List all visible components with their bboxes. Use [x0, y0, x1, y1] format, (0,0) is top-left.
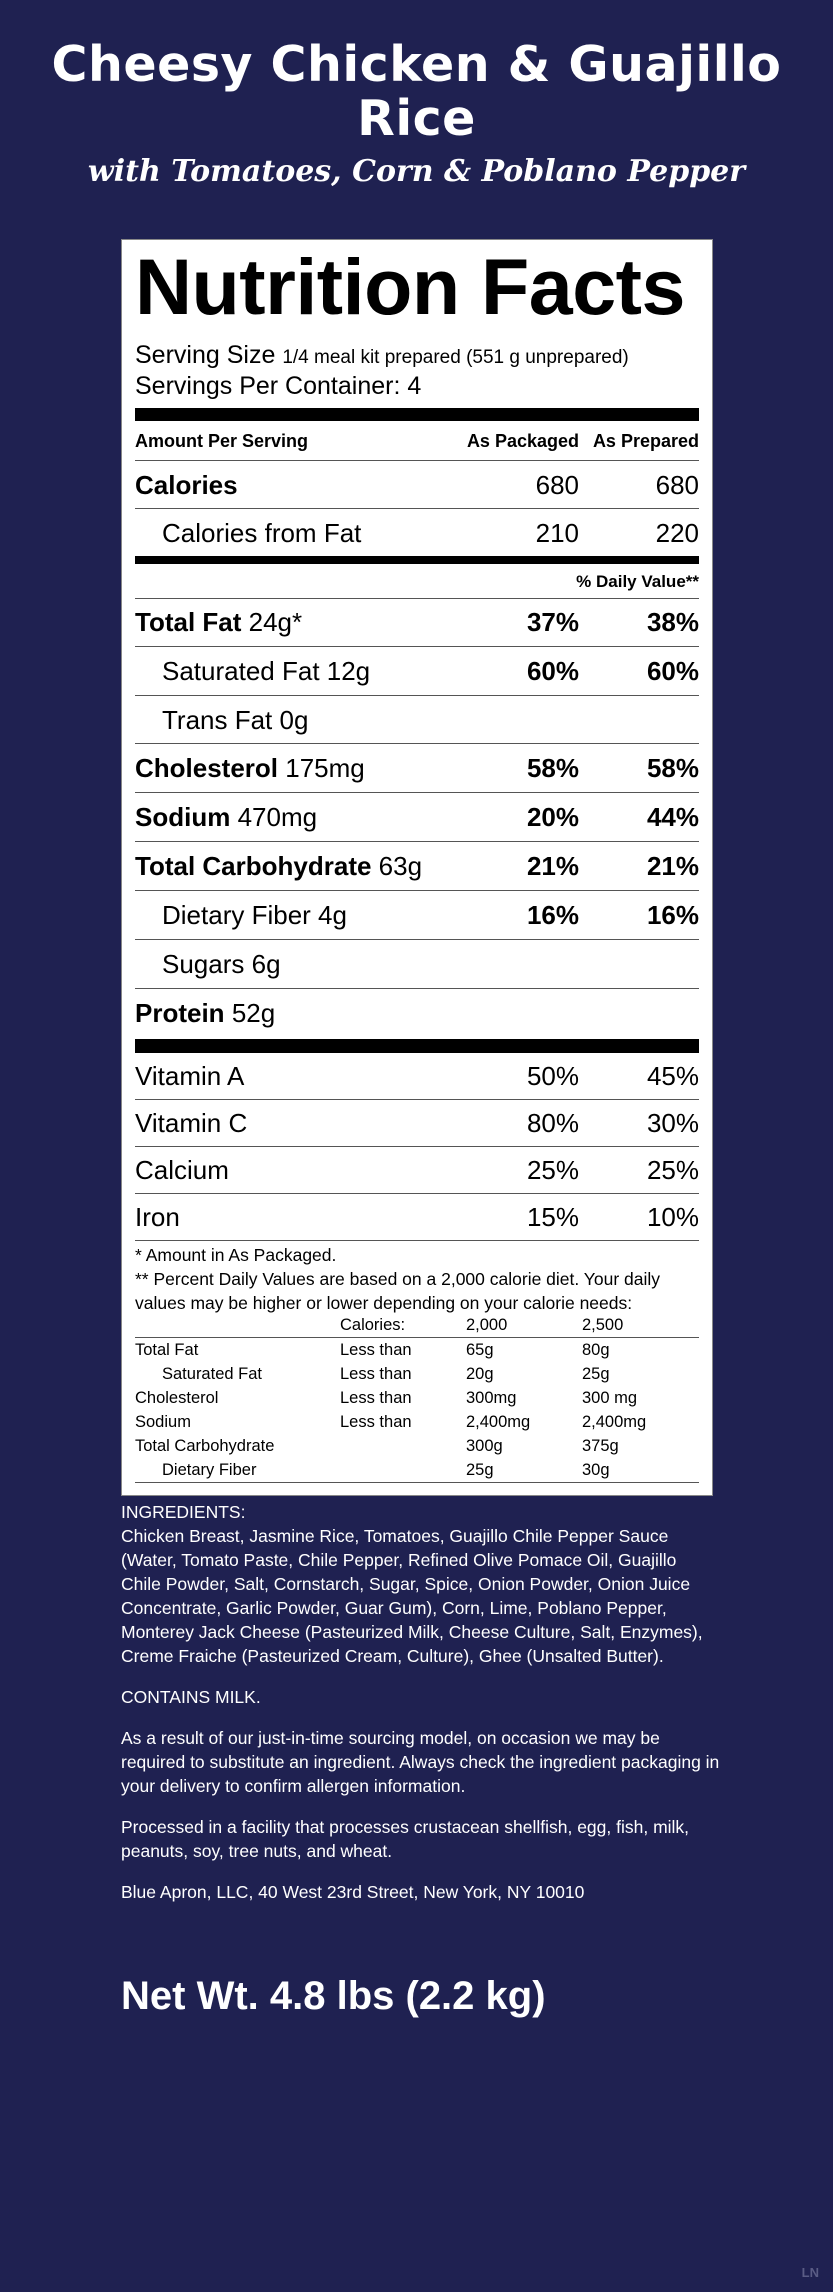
dv-table-cell: Total Carbohydrate [135, 1437, 275, 1455]
dv-table-cell: Saturated Fat [162, 1365, 262, 1383]
divider [135, 1482, 699, 1483]
sourcing-notice: As a result of our just-in-time sourcing model, on occasion we may be required to substitute an ingredient. Always check the ingredient packaging in your delivery to confirm allergen information. [121, 1728, 720, 1796]
divider [135, 792, 699, 793]
vitamin-prepared-dv: 10% [646, 1202, 699, 1232]
amount-per-serving-label: Amount Per Serving [135, 431, 309, 451]
nutrient-name: Cholesterol [135, 753, 279, 783]
divider [135, 1240, 699, 1241]
dv-table-cell: Less than [340, 1413, 412, 1431]
nutrition-facts-panel [121, 239, 713, 1496]
recipe-title: Cheesy Chicken & Guajillo Rice [51, 36, 782, 147]
dv-table-cell: 2,400mg [466, 1413, 531, 1431]
dv-table-row [135, 1434, 699, 1458]
dv-table-cell: 65g [466, 1341, 494, 1359]
ingredients-section [121, 1500, 721, 1921]
dv-table-cell: 2,400mg [582, 1413, 647, 1431]
calories-label: Calories [135, 470, 238, 500]
divider [135, 841, 699, 842]
vitamin-prepared-dv: 25% [646, 1155, 699, 1185]
nutrient-name: Trans Fat 0g [162, 705, 309, 735]
nutrient-name: Total Fat [135, 607, 242, 637]
nutrient-name: Sodium [135, 802, 231, 832]
recipe-subtitle: with Tomatoes, Corn & Poblano Pepper [87, 154, 746, 189]
corner-mark: LN [801, 2265, 819, 2280]
daily-value-header: % Daily Value** [576, 572, 699, 591]
serving-size-label: Serving Size [135, 341, 276, 369]
nutrient-name: Protein [135, 998, 225, 1028]
nutrient-name: Dietary Fiber 4g [162, 900, 347, 930]
vitamin-name: Vitamin C [135, 1108, 248, 1138]
divider [135, 1193, 699, 1194]
nutrient-name: Sugars 6g [162, 949, 281, 979]
dv-table-cell: Sodium [135, 1413, 191, 1431]
nutrient-prepared-dv: 44% [646, 802, 699, 832]
divider [135, 508, 699, 509]
dv-table-row [135, 1458, 699, 1482]
nutrient-prepared-dv: 58% [646, 753, 699, 783]
thick-divider [135, 408, 699, 421]
ingredients-text: Chicken Breast, Jasmine Rice, Tomatoes, Guajillo Chile Pepper Sauce (Water, Tomato Paste, Chile Pepper, Refined Olive Pomace Oil, Guajillo Chile Powder, Salt, Cornstarch, Sugar, Spice, Onion Powder, Onion Juice Concentrate, Garlic Powder, Guar Gum), Corn, Lime, Poblano Pepper, Monterey Jack Cheese (Pasteurized Milk, Cheese Culture, Salt, Enzymes), Creme Fraiche (Pasteurized Cream, Culture), Ghee (Unsalted Butter). [121, 1526, 703, 1666]
dv-table-row [135, 1338, 699, 1362]
vitamin-packaged-dv: 80% [526, 1108, 579, 1138]
vitamin-packaged-dv: 25% [526, 1155, 579, 1185]
dv-table-row [135, 1362, 699, 1386]
servings-per-container: Servings Per Container: 4 [135, 372, 422, 400]
dv-table-cell: 80g [582, 1341, 610, 1359]
as-prepared-header: As Prepared [592, 431, 699, 451]
nutrient-prepared-dv: 38% [646, 607, 699, 637]
dv-table-cell: Cholesterol [135, 1389, 219, 1407]
allergen-statement: CONTAINS MILK. [121, 1687, 261, 1707]
net-weight: Net Wt. 4.8 lbs (2.2 kg) [121, 1974, 546, 2018]
dv-table-cell: Dietary Fiber [162, 1461, 257, 1479]
nutrient-packaged-dv: 60% [526, 656, 579, 686]
dv-table-cell: 375g [582, 1437, 619, 1455]
dv-table-cell: 25g [466, 1461, 494, 1479]
vitamin-prepared-dv: 45% [646, 1061, 699, 1091]
dv-table-row [135, 1386, 699, 1410]
divider [135, 695, 699, 696]
nutrient-name: Saturated Fat 12g [162, 656, 371, 686]
serving-size [135, 340, 629, 373]
nutrient-packaged-dv: 37% [526, 607, 579, 637]
dv-table-cell: Less than [340, 1389, 412, 1407]
nutrient-name: Total Carbohydrate [135, 851, 372, 881]
nutrient-prepared-dv: 60% [646, 656, 699, 686]
dv-table-cell: Less than [340, 1341, 412, 1359]
nutrient-amount: 52g [231, 998, 276, 1028]
ingredients-block [121, 1500, 721, 1668]
calories-from-fat-packaged: 210 [535, 518, 579, 548]
facility-notice: Processed in a facility that processes crustacean shellfish, egg, fish, milk, peanuts, soy, tree nuts, and wheat. [121, 1817, 690, 1861]
serving-size-value: 1/4 meal kit prepared (551 g unprepared) [282, 347, 629, 368]
vitamin-name: Calcium [135, 1155, 229, 1185]
company-address: Blue Apron, LLC, 40 West 23rd Street, New York, NY 10010 [121, 1882, 585, 1902]
dv-table-cell: 2,000 [466, 1316, 508, 1334]
nutrient-prepared-dv: 21% [646, 851, 699, 881]
vitamin-name: Iron [135, 1202, 180, 1232]
vitamin-name: Vitamin A [135, 1061, 245, 1091]
dv-table-cell: 300 mg [582, 1389, 638, 1407]
dv-table-cell: Calories: [340, 1316, 406, 1334]
nutrient-packaged-dv: 16% [526, 900, 579, 930]
divider [135, 939, 699, 940]
divider [135, 460, 699, 461]
divider [135, 890, 699, 891]
nutrient-amount: 175mg [285, 753, 365, 783]
dv-table-cell: 300g [466, 1437, 503, 1455]
nutrient-amount: 63g [378, 851, 423, 881]
dv-table-cell: 300mg [466, 1389, 517, 1407]
vitamin-prepared-dv: 30% [646, 1108, 699, 1138]
calories-from-fat-label: Calories from Fat [162, 518, 362, 548]
divider [135, 598, 699, 599]
dv-table-cell: 25g [582, 1365, 610, 1383]
vitamin-packaged-dv: 15% [526, 1202, 579, 1232]
divider [135, 646, 699, 647]
calories-packaged: 680 [535, 470, 579, 500]
vitamin-packaged-dv: 50% [526, 1061, 579, 1091]
nutrient-amount: 470mg [237, 802, 318, 832]
nutrient-amount: 24g* [248, 607, 303, 637]
dv-table-cell: 2,500 [582, 1316, 624, 1334]
nutrient-packaged-dv: 21% [526, 851, 579, 881]
dv-table-row [135, 1410, 699, 1434]
nutrient-packaged-dv: 58% [526, 753, 579, 783]
calories-from-fat-prepared: 220 [655, 518, 699, 548]
divider [135, 743, 699, 744]
nutrition-facts-heading: Nutrition Facts [135, 242, 685, 331]
dv-table-header-row [135, 1313, 699, 1337]
divider [135, 1099, 699, 1100]
divider [135, 988, 699, 989]
as-packaged-header: As Packaged [466, 431, 579, 451]
ingredients-label: INGREDIENTS: [121, 1502, 246, 1522]
calories-prepared: 680 [655, 470, 699, 500]
nutrient-packaged-dv: 20% [526, 802, 579, 832]
nutrient-prepared-dv: 16% [646, 900, 699, 930]
daily-value-reference-table [135, 1313, 699, 1483]
dv-table-cell: Less than [340, 1365, 412, 1383]
footnote-daily-values: ** Percent Daily Values are based on a 2,000 calorie diet. Your daily values may be higher or lower depending on your calorie needs: [135, 1269, 661, 1313]
medium-divider [135, 556, 699, 564]
footnote-as-packaged: * Amount in As Packaged. [135, 1245, 337, 1265]
thick-divider [135, 1039, 699, 1053]
dv-table-cell: 20g [466, 1365, 494, 1383]
dv-table-cell: Total Fat [135, 1341, 199, 1359]
dv-table-cell: 30g [582, 1461, 610, 1479]
divider [135, 1146, 699, 1147]
